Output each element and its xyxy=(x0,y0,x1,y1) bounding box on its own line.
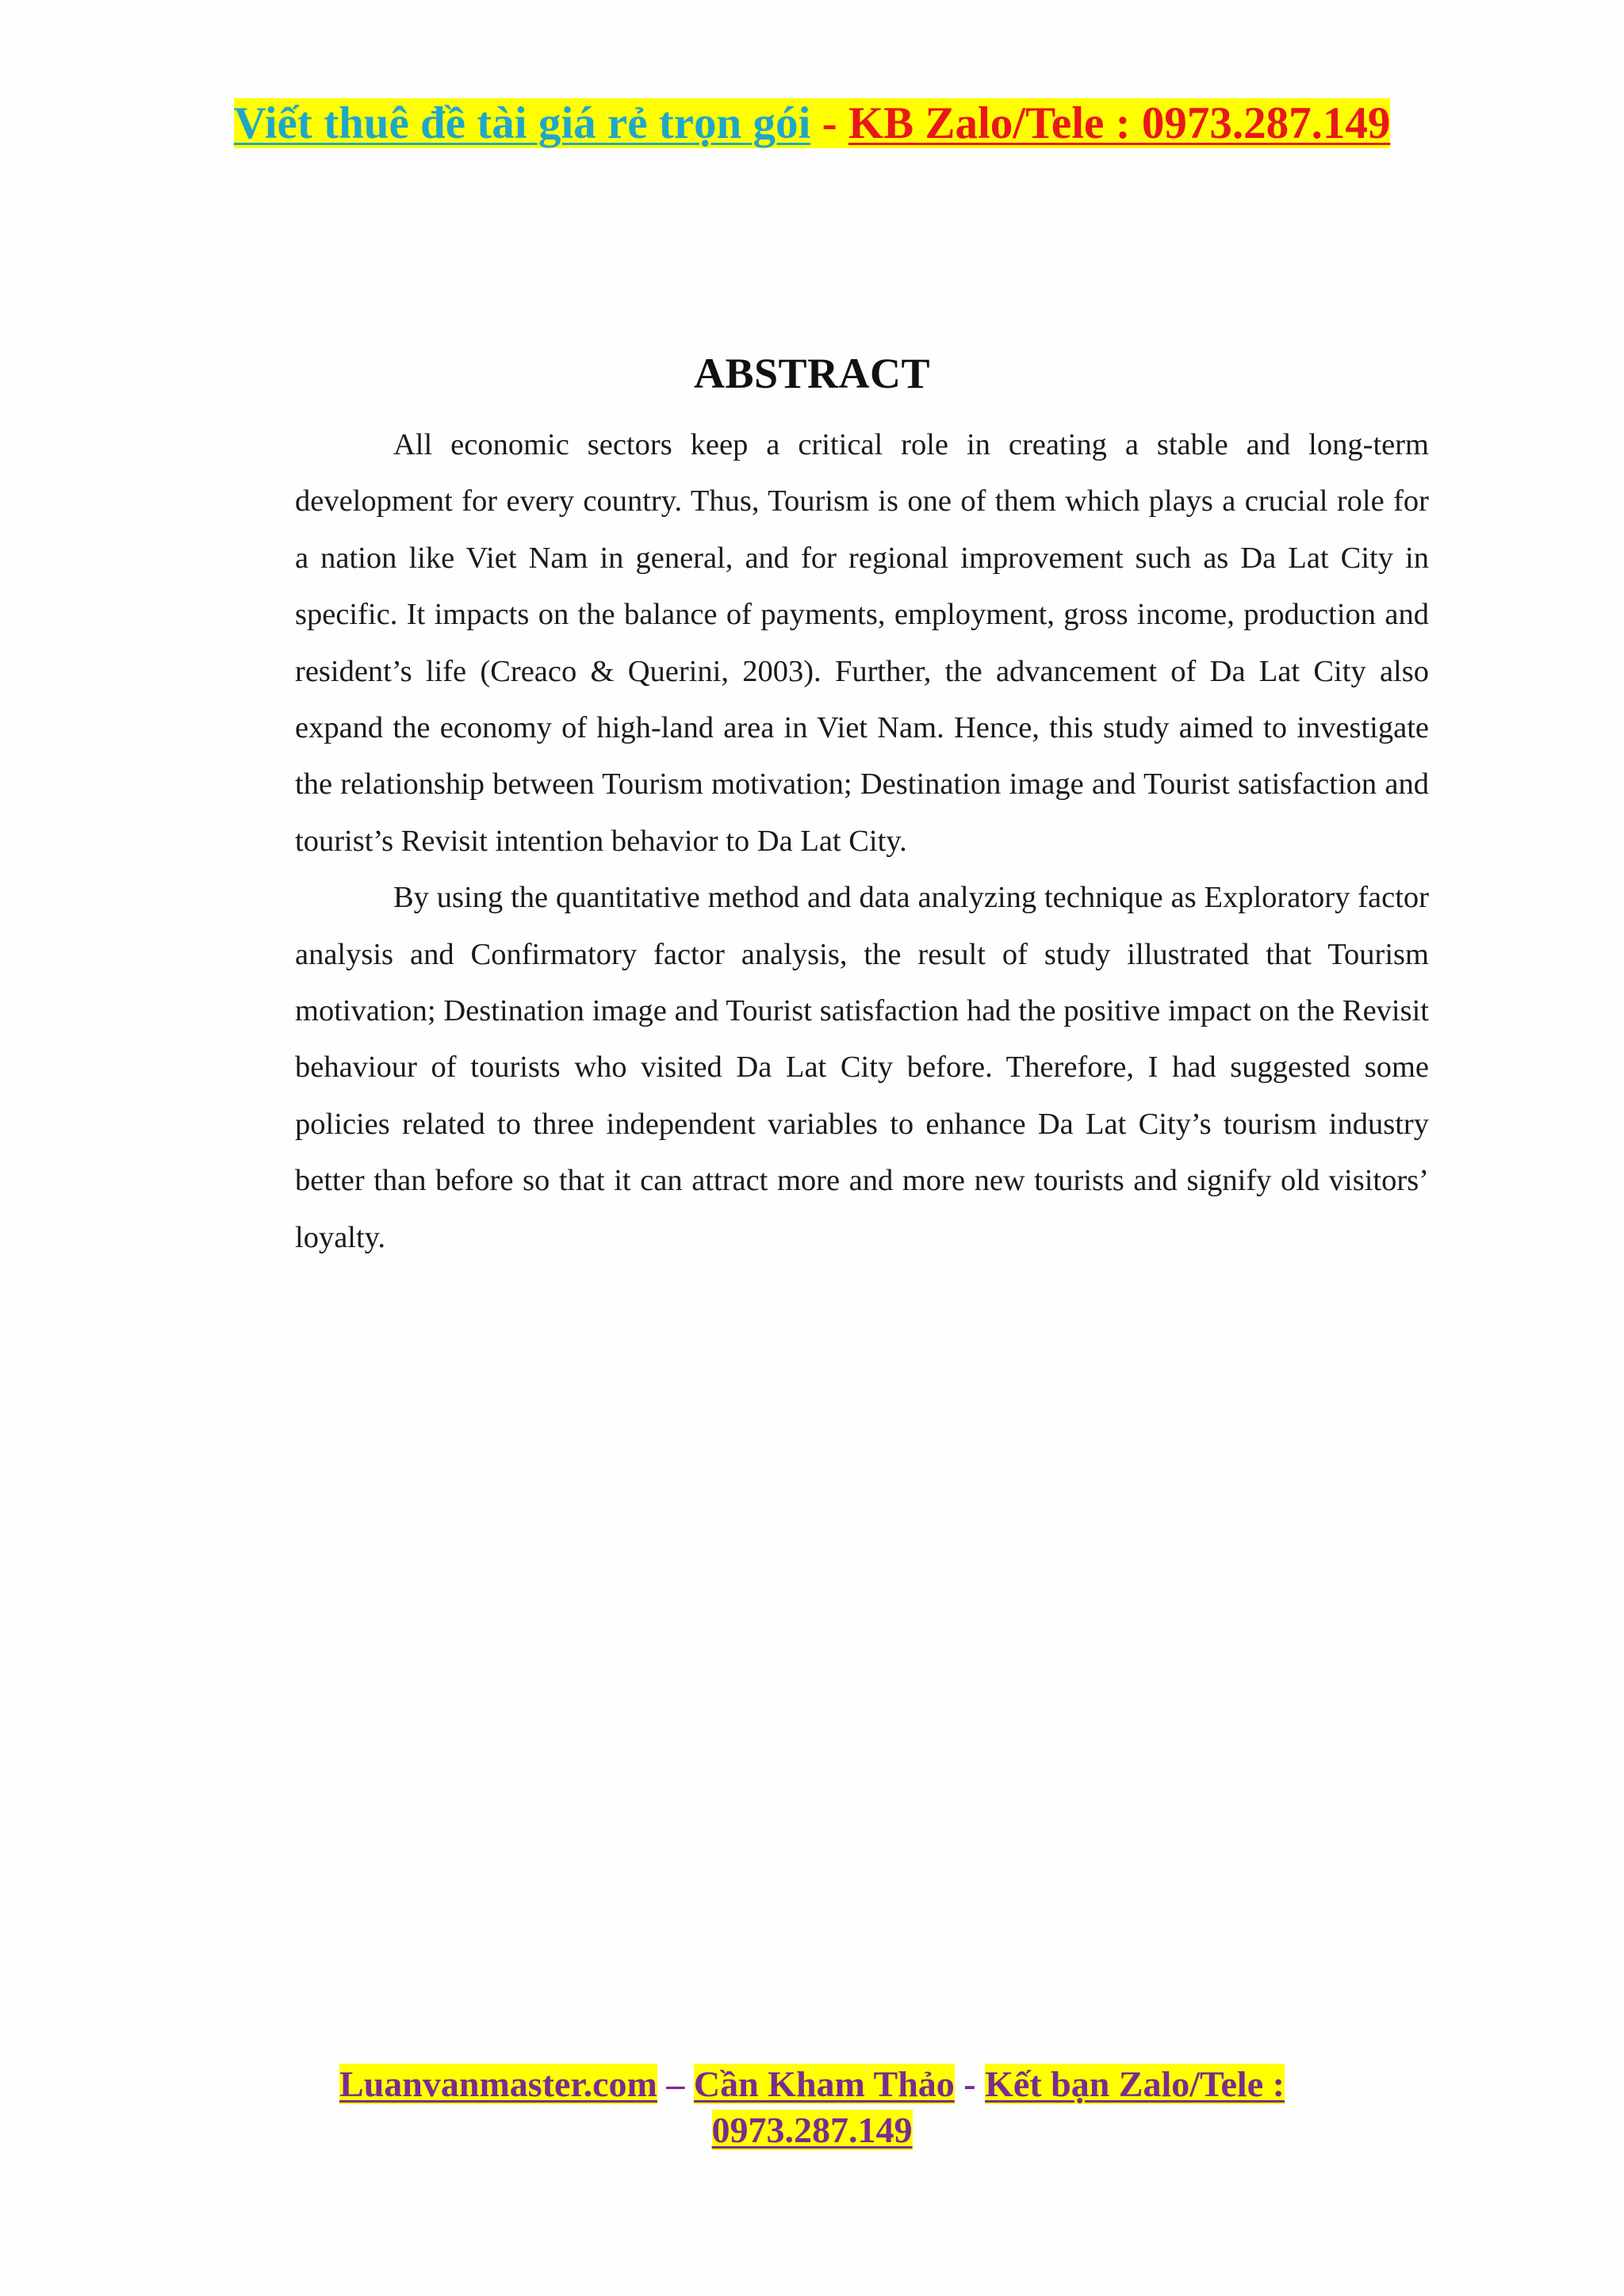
footer-contact-link[interactable]: Kết bạn Zalo/Tele : xyxy=(985,2064,1285,2104)
footer-separator-1: – xyxy=(657,2064,694,2104)
header-banner xyxy=(0,94,1624,154)
footer-separator-2: - xyxy=(954,2064,986,2104)
footer-phone-link[interactable]: 0973.287.149 xyxy=(711,2110,913,2150)
footer-name-link[interactable]: Cần Kham Thảo xyxy=(693,2064,955,2104)
abstract-paragraph-2: By using the quantitative method and data analyzing technique as Exploratory factor analysis and Confirmatory factor analysis, the result of study illustrated that Tourism motivation; Destination image and Tourist satisfaction had the positive impact on the Revisit behaviour of tourists who visited Da Lat City before. Therefore, I had suggested some policies related to three independent variables to enhance Da Lat City’s tourism industry better than before so that it can attract more and more new tourists and signify old visitors’ loyalty. xyxy=(295,881,1429,1254)
footer-banner xyxy=(0,2061,1624,2153)
footer-site-link[interactable]: Luanvanmaster.com xyxy=(339,2064,657,2104)
abstract-body xyxy=(295,417,1429,1266)
abstract-heading: ABSTRACT xyxy=(693,350,931,397)
header-contact-link[interactable]: KB Zalo/Tele : 0973.287.149 xyxy=(848,98,1391,148)
header-separator: - xyxy=(810,98,848,148)
abstract-paragraph-1: All economic sectors keep a critical role in creating a stable and long-term development for every country. Thus, Tourism is one of them which plays a crucial role for a nation like Viet Nam in general, and for regional improvement such as Da Lat City in specific. It impacts on the balance of payments, employment, gross income, production and resident’s life (Creaco & Querini, 2003). Further, the advancement of Da Lat City also expand the economy of high-land area in Viet Nam. Hence, this study aimed to investigate the relationship between Tourism motivation; Destination image and Tourist satisfaction and tourist’s Revisit intention behavior to Da Lat City. xyxy=(295,428,1429,858)
header-service-link[interactable]: Viết thuê đề tài giá rẻ trọn gói xyxy=(233,98,811,148)
